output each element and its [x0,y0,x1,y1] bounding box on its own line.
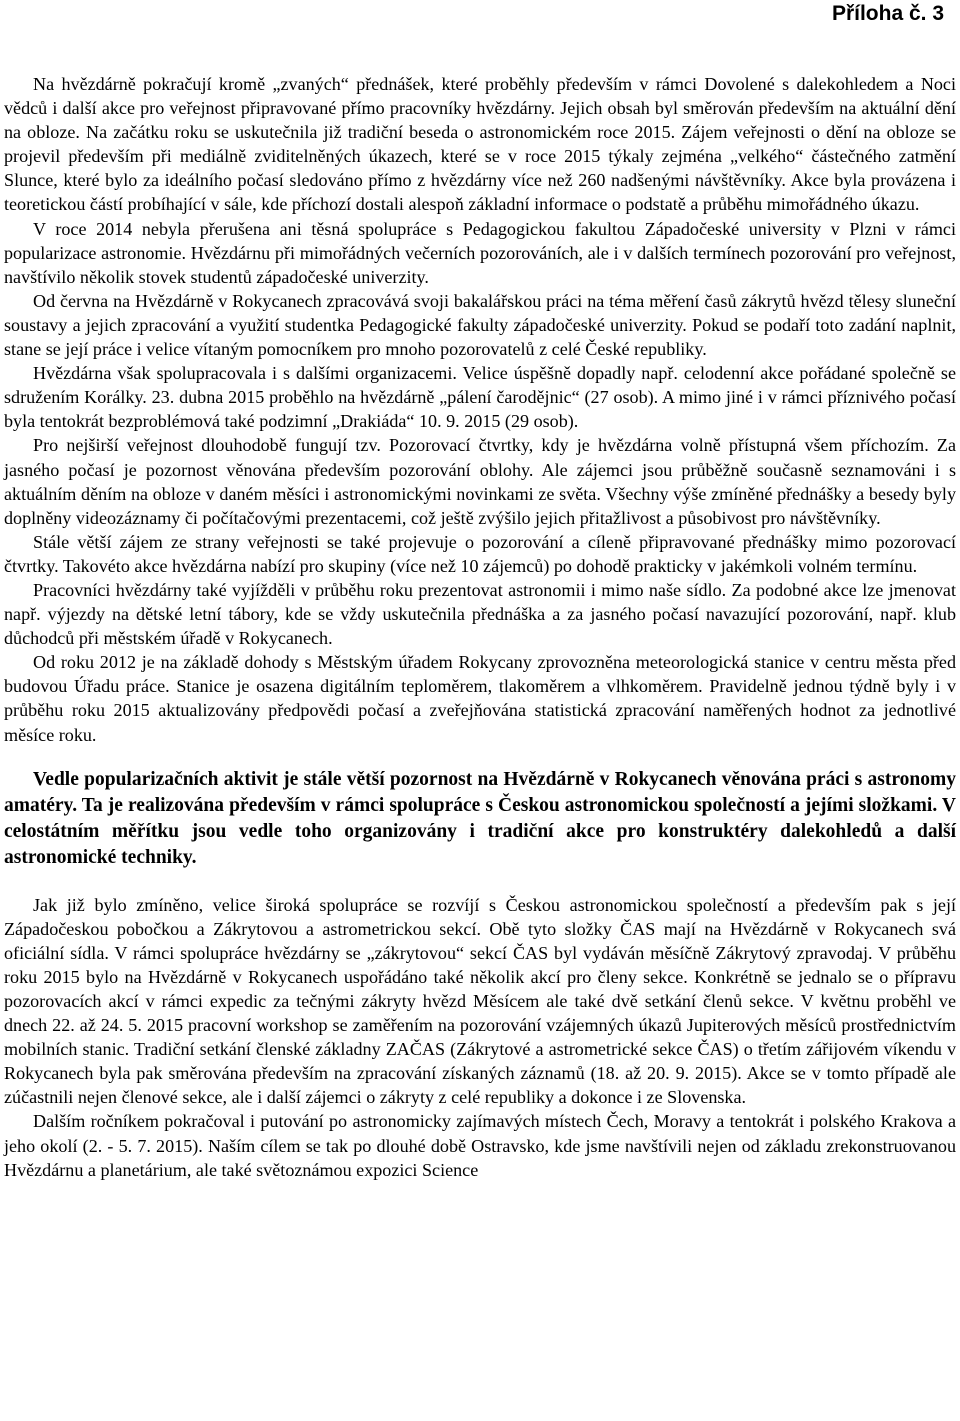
paragraph-public-events: Na hvězdárně pokračují kromě „zvaných“ přednášek, které proběhly především v rámci Dovolené s dalekohledem a Noci vědců i další akce pro veřejnost připravované přímo pracovníky hvězdárny. Jejich obsah byl směrován především na aktuální dění na obloze. Na začátku roku se uskutečnila již tradiční beseda o astronomickém roce 2015. Zájem veřejnosti o dění na obloze se projevil především při mediálně zviditelněných úkazech, které se v roce 2015 týkaly zejména „velkého“ částečného zatmění Slunce, které bylo za ideálního počasí sledováno přímo z hvězdárny více než 260 nadšenými návštěvníky. Akce byla provázena i teoretickou částí probíhající v sále, kde příchozí dostali alespoň základní informace o podstatě a průběhu mimořádného úkazu. [4,74,956,215]
paragraph-astronomy-trips: Dalším ročníkem pokračoval i putování po astronomicky zajímavých místech Čech, Moravy a tentokrát i polského Krakova a jeho okolí (2. - 5. 7. 2015). Naším cílem se tak po dlouhé době Ostravsko, kde jsme navštívili nejen od základu zrekonstruovanou Hvězdárnu a planetárium, ale také světoznámou expozici Science [4,1111,956,1180]
paragraph-pedagogical-faculty: V roce 2014 nebyla přerušena ani těsná spolupráce s Pedagogickou fakultou Západočeské university v Plzni v rámci popularizace astronomie. Hvězdárnu při mimořádných večerních pozorováních, ale i v dalších termínech pozorování pro veřejnost, navštívilo několik stovek studentů západočeské univerzity. [4,218,956,287]
paragraph-amateur-astronomers-highlight: Vedle popularizačních aktivit je stále větší pozornost na Hvězdárně v Rokycanech věnována práci s astronomy amatéry. Ta je realizována především v rámci spolupráce s Českou astronomickou společností a jejími složkami. V celostátním měřítku jsou vedle toho organizovány i tradiční akce pro konstruktéry dalekohledů a další astronomické techniky. [4,768,956,868]
document-body [4,72,956,1182]
attachment-label: Příloha č. 3 [831,2,944,25]
paragraph-group-observations: Stále větší zájem ze strany veřejnosti se také projevuje o pozorování a cíleně připravované přednášky mimo pozorovací čtvrtky. Takovéto akce hvězdárna nabízí pro skupiny (více než 10 zájemců) po dohodě prakticky v jakémkoli volném termínu. [4,531,956,576]
paragraph-outreach-trips: Pracovníci hvězdárny také vyjížděli v průběhu roku prezentovat astronomii i mimo naše sídlo. Za podobné akce lze jmenovat např. výjezdy na dětské letní tábory, kde se vždy uskutečnila přednáška a za jasného počasí navazující pozorování, např. klub důchodců při městském úřadě v Rokycanech. [4,579,956,649]
paragraph-bachelor-thesis: Od června na Hvězdárně v Rokycanech zpracovává svoji bakalářskou práci na téma měření časů zákrytů hvězd tělesy sluneční soustavy a jejich zpracování a využití studentka Pedagogické fakulty západočeské univerzity. Pokud se podaří toto zadání naplnit, stane se její práce i velice vítaným pomocníkem pro mnoho pozorovatelů z celé České republiky. [4,290,956,360]
paragraph-cas-cooperation: Jak již bylo zmíněno, velice široká spolupráce se rozvíjí s Českou astronomickou společností a především pak s její Západočeskou pobočkou a Zákrytovou a astrometrickou sekcí. Obě tyto složky ČAS mají na Hvězdárně v Rokycanech svá oficiální sídla. V rámci spolupráce hvězdárny se „zákrytovou“ sekcí ČAS byl vydáván měsíčně Zákrytový zpravodaj. V průběhu roku 2015 bylo na Hvězdárně v Rokycanech uspořádáno také několik akcí pro členy sekce. Konkrétně se jednalo se o přípravu pozorovacích akcí v rámci expedic za tečnými zákryty hvězd Měsícem ale také dvě setkání členů sekce. V květnu proběhl ve dnech 22. až 24. 5. 2015 pracovní workshop se zaměřením na pozorování vzájemných úkazů Jupiterových měsíců prostřednictvím mobilních stanic. Tradiční setkání členské základny ZAČAS (Zákrytové a astrometrické sekce ČAS) o třetím zářijovém víkendu v Rokycanech byla pak směrována především na zpracování získaných záznamů (18. až 20. 9. 2015). Akce se v tomto případě ale zúčastnili nejen členové sekce, ale i další zájemci o zákryty z celé republiky a dokonce i ze Slovenska. [4,894,956,1108]
paragraph-weather-station: Od roku 2012 je na základě dohody s Městským úřadem Rokycany zprovozněna meteorologická stanice v centru města před budovou Úřadu práce. Stanice je osazena digitálním teploměrem, tlakoměrem a vlhkoměrem. Pravidelně jednou týdně byly i v průběhu roku 2015 aktualizovány předpovědi počasí a zveřejňována statistická zpracování naměřených hodnot za jednotlivé měsíce roku. [4,652,956,745]
paragraph-observation-thursdays: Pro nejširší veřejnost dlouhodobě fungují tzv. Pozorovací čtvrtky, kdy je hvězdárna volně přístupná všem příchozím. Za jasného počasí je pozornost věnována především pozorování oblohy. Ale zájemci jsou průběžně současně seznamováni i s aktuálním děním na obloze v daném měsíci i astronomickými novinkami ze světa. Všechny výše zmíněné přednášky a besedy byly doplněny videozáznamy či počítačovými prezentacemi, což ještě zvýšilo jejich přitažlivost a působivost pro návštěvníky. [4,435,956,528]
paragraph-other-organizations: Hvězdárna však spolupracovala i s dalšími organizacemi. Velice úspěšně dopadly např. celodenní akce pořádané společně se sdružením Korálky. 23. dubna 2015 proběhlo na hvězdárně „pálení čarodějnic“ (27 osob). A mimo jiné i v rámci příznivého počasí byla tentokrát bezproblémová také podzimní „Drakiáda“ 10. 9. 2015 (29 osob). [4,363,956,432]
